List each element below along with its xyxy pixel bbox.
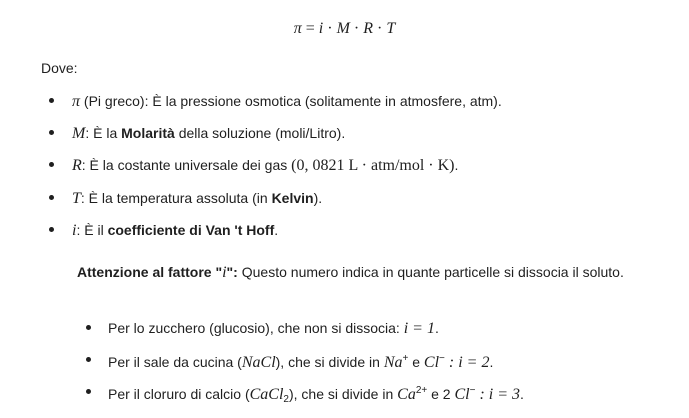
bullet [86,389,91,394]
example-glucose: Per lo zucchero (glucosio), che non si dissocia: i = 1. [108,320,439,337]
osmotic-pressure-formula: π = i · M · R · T [293,20,396,37]
bullet [86,357,91,362]
example-cacl2: Per il cloruro di calcio (CaCl$_2$), che si divide in $Ca^{2+}$ e 2 Cl− : i = 3. [108,385,524,405]
bullet [86,325,91,330]
attention-note: Attenzione al fattore "i": Questo numero indica in quante particelle si dissocia il soluto. [77,264,624,281]
dove-label: Dove: [41,60,78,76]
example-nacl: Per il sale da cucina (NaCl), che si divide in Na+ e Cl− : i = 2. [108,353,494,371]
bullet [49,162,54,167]
list-item-vant-hoff: i: È il coefficiente di Van 't Hoff. [72,222,279,239]
list-item-pi: π (Pi greco): È la pressione osmotica (solitamente in atmosfere, atm). [72,93,502,110]
list-item-molarity: M: È la Molarità della soluzione (moli/Litro). [72,125,346,142]
list-item-temperature: T: È la temperatura assoluta (in Kelvin). [72,190,323,207]
bullet [49,195,54,200]
bullet [49,130,54,135]
list-item-gas-constant: R: È la costante universale dei gas (0, 0821 L · atm/mol · K). [72,157,459,174]
bullet [49,98,54,103]
bullet [49,227,54,232]
